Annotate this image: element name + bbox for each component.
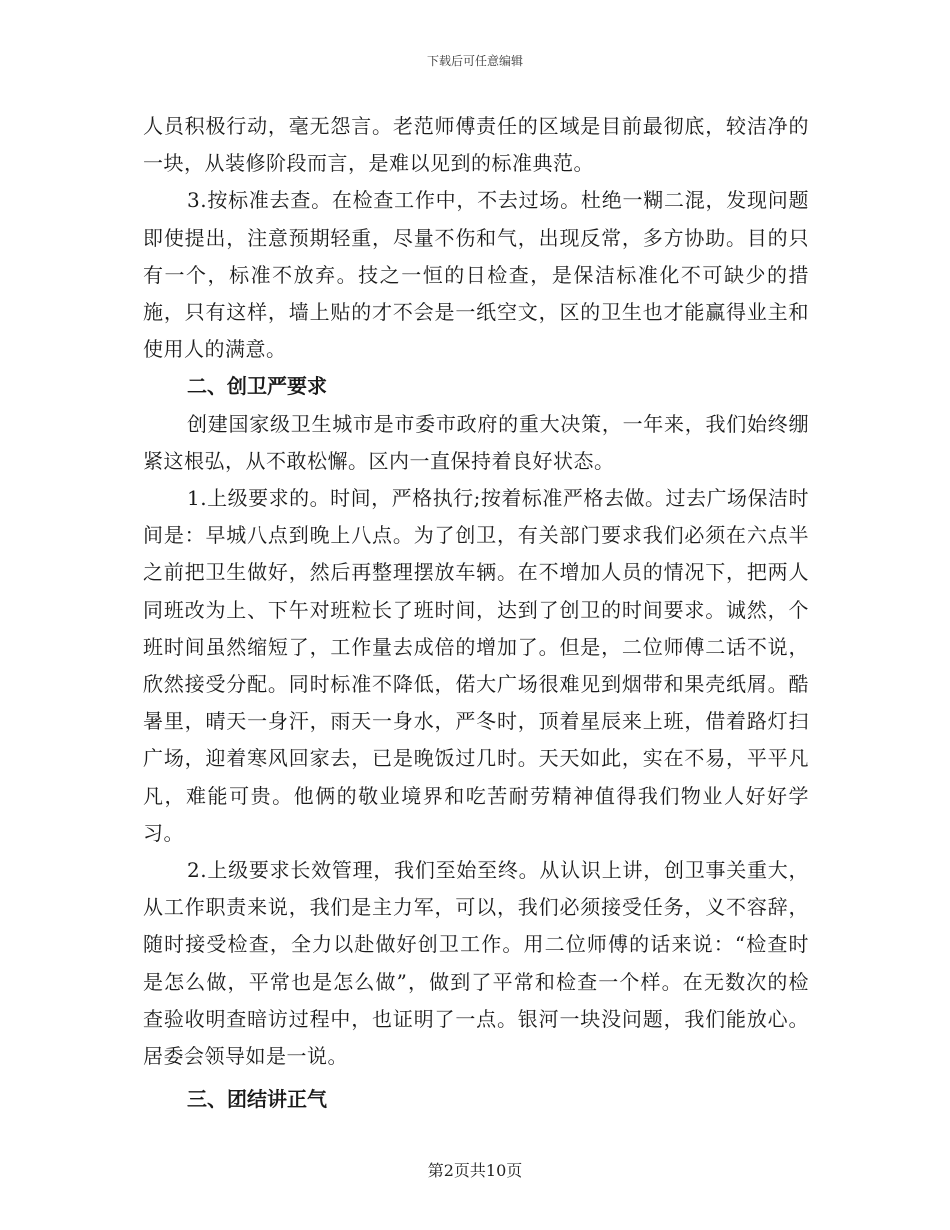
page-footer: 第2页共10页 <box>427 1161 523 1180</box>
paragraph-item-2: 2.上级要求长效管理，我们至始至终。从认识上讲，创卫事关重大，从工作职责来说，我们是主力军，可以，我们必须接受任务，义不容辞，随时接受检查，全力以赴做好创卫工作。用二位师傅的话来说：“检查时是怎么做，平常也是怎么做”，做到了平常和检查一个样。在无数次的检查验收明查暗访过程中，也证明了一点。银河一块没问题，我们能放心。居委会领导如是一说。 <box>143 858 809 1069</box>
page-header: 下载后可任意编辑 <box>426 54 523 68</box>
paragraph-section-2-intro: 创建国家级卫生城市是市委市政府的重大决策，一年来，我们始终绷紧这根弘，从不敢松懈。区内一直保持着良好状态。 <box>143 411 809 473</box>
section-heading-3: 三、团结讲正气 <box>187 1087 327 1112</box>
paragraph-item-3: 3.按标准去查。在检查工作中，不去过场。杜绝一糊二混，发现问题即使提出，注意预期轻重，尽量不伤和气，出现反常，多方协助。目的只有一个，标准不放弃。技之一恒的日检查，是保洁标准化不可缺少的措施，只有这样，墙上贴的才不会是一纸空文，区的卫生也才能赢得业主和使用人的满意。 <box>143 188 809 362</box>
paragraph-item-1: 1.上级要求的。时间，严格执行;按着标准严格去做。过去广场保洁时间是：早城八点到晚上八点。为了创卫，有关部门要求我们必须在六点半之前把卫生做好，然后再整理摆放车辆。在不增加人员的情况下，把两人同班改为上、下午对班粒长了班时间，达到了创卫的时间要求。诚然，个班时间虽然缩短了，工作量去成倍的增加了。但是，二位师傅二话不说，欣然接受分配。同时标准不降低，偌大广场很难见到烟带和果壳纸屑。酷暑里，晴天一身汗，雨天一身水，严冬时，顶着星辰来上班，借着路灯扫广场，迎着寒风回家去，已是晚饭过几时。天天如此，实在不易，平平凡凡，难能可贵。他俩的敬业境界和吃苦耐劳精神值得我们物业人好好学习。 <box>143 486 809 845</box>
document-body <box>143 108 809 1118</box>
paragraph-continuation: 人员积极行动，毫无怨言。老范师傅责任的区域是目前最彻底，较洁净的一块，从装修阶段而言，是难以见到的标准典范。 <box>143 114 809 176</box>
section-heading-2: 二、创卫严要求 <box>187 374 327 399</box>
